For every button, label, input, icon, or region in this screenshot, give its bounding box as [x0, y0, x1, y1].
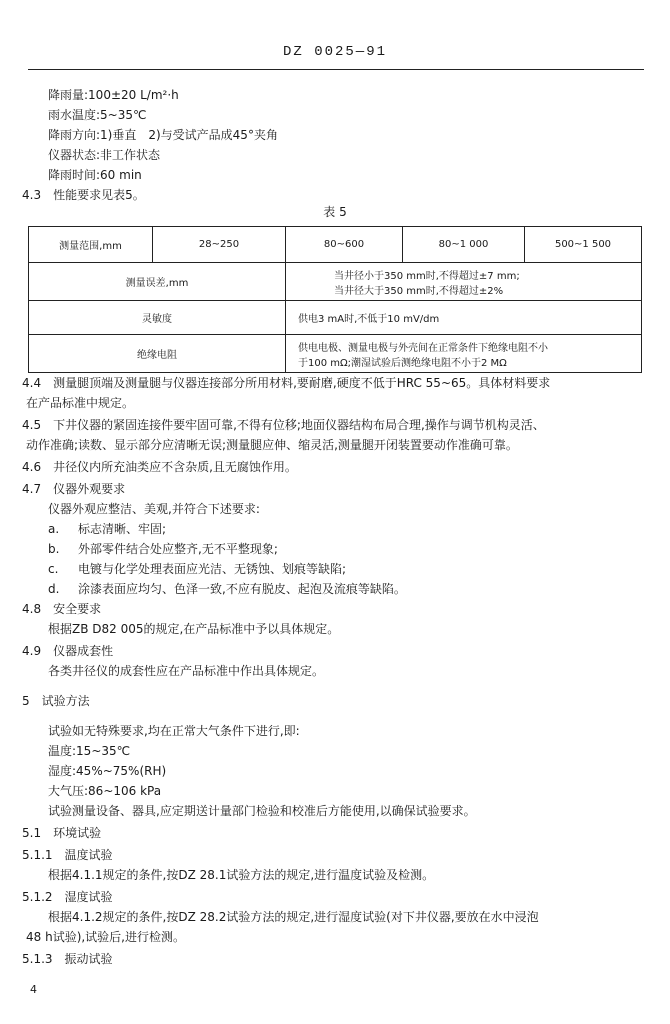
section-5-1-1-body: 根据4.1.1规定的条件,按DZ 28.1试验方法的规定,进行温度试验及检测。 [48, 868, 435, 882]
error-line: 当井径大于350 mm时,不得超过±2% [334, 285, 504, 297]
range-cell: 28~250 [153, 227, 286, 263]
list-item-d-marker: d. [48, 582, 60, 596]
section-5-1-1-title: 5.1.1 温度试验 [22, 848, 113, 862]
section-4-4-line2: 在产品标准中规定。 [26, 396, 135, 410]
table-caption: 表 5 [323, 205, 347, 219]
list-item-d: 涂漆表面应均匀、色泽一致,不应有脱皮、起泡及流痕等缺陷。 [78, 582, 406, 596]
section-4-9-body: 各类井径仪的成套性应在产品标准中作出具体规定。 [48, 664, 325, 678]
condition-temperature: 温度:15~35℃ [48, 744, 131, 758]
section-5-1-2-body-line2: 48 h试验),试验后,进行检测。 [26, 930, 186, 944]
section-5-1-2-body-line1: 根据4.1.2规定的条件,按DZ 28.2试验方法的规定,进行湿度试验(对下井仪器,要放在水中浸泡 [48, 910, 539, 924]
section-5-intro: 试验如无特殊要求,均在正常大气条件下进行,即: [48, 724, 300, 738]
section-4-8-body: 根据ZB D82 005的规定,在产品标准中予以具体规定。 [48, 622, 340, 636]
document-number: DZ 0025—91 [282, 44, 387, 60]
range-label: 测量范围,mm [29, 227, 153, 263]
section-5-note: 试验测量设备、器具,应定期送计量部门检验和校准后方能使用,以确保试验要求。 [48, 804, 476, 818]
section-4-5-line2: 动作准确;读数、显示部分应清晰无误;测量腿应伸、缩灵活,测量腿开闭装置要动作准确可靠。 [26, 438, 518, 452]
insulation-line: 供电电极、测量电极与外壳间在正常条件下绝缘电阻不小 [298, 342, 548, 354]
section-5-1-title: 5.1 环境试验 [22, 826, 102, 840]
insulation-line: 于100 mΩ;潮湿试验后测绝缘电阻不小于2 MΩ [298, 357, 507, 369]
list-item-c-marker: c. [48, 562, 59, 576]
section-4-8-title: 4.8 安全要求 [22, 602, 102, 616]
header-rule [28, 69, 644, 70]
condition-humidity: 湿度:45%~75%(RH) [48, 764, 167, 778]
rain-duration: 降雨时间:60 min [48, 168, 142, 182]
section-5-1-2-title: 5.1.2 湿度试验 [22, 890, 113, 904]
section-4-7-intro: 仪器外观应整洁、美观,并符合下述要求: [48, 502, 260, 516]
rain-direction: 降雨方向:1)垂直 2)与受试产品成45°夹角 [48, 128, 278, 142]
sensitivity-label: 灵敏度 [29, 301, 286, 335]
list-item-b: 外部零件结合处应整齐,无不平整现象; [78, 542, 278, 556]
section-4-6: 4.6 井径仪内所充油类应不含杂质,且无腐蚀作用。 [22, 460, 297, 474]
rain-amount: 降雨量:100±20 L/m²·h [48, 88, 179, 102]
page-number: 4 [30, 983, 37, 996]
section-4-5-line1: 4.5 下井仪器的紧固连接件要牢固可靠,不得有位移;地面仪器结构布局合理,操作与调节机构灵活、 [22, 418, 545, 432]
section-5-1-3-title: 5.1.3 振动试验 [22, 952, 113, 966]
error-line: 当井径小于350 mm时,不得超过±7 mm; [334, 270, 520, 282]
condition-pressure: 大气压:86~106 kPa [48, 784, 162, 798]
list-item-a-marker: a. [48, 522, 60, 536]
section-4-4-line1: 4.4 测量腿顶端及测量腿与仪器连接部分所用材料,要耐磨,硬度不低于HRC 55~65。具体材料要求 [22, 376, 551, 390]
list-item-a: 标志清晰、牢固; [78, 522, 167, 536]
instrument-state: 仪器状态:非工作状态 [48, 148, 161, 162]
insulation-label: 绝缘电阻 [29, 335, 286, 373]
range-cell: 80~1 000 [403, 227, 525, 263]
section-5-title: 5 试验方法 [22, 694, 90, 708]
section-4-9-title: 4.9 仪器成套性 [22, 644, 114, 658]
list-item-b-marker: b. [48, 542, 60, 556]
error-label: 测量误差,mm [29, 263, 286, 301]
section-4-3: 4.3 性能要求见表5。 [22, 188, 145, 202]
section-4-7-title: 4.7 仪器外观要求 [22, 482, 126, 496]
range-cell: 500~1 500 [525, 227, 642, 263]
list-item-c: 电镀与化学处理表面应光洁、无锈蚀、划痕等缺陷; [78, 562, 347, 576]
sensitivity-value: 供电3 mA时,不低于10 mV/dm [286, 301, 642, 335]
performance-table [28, 226, 642, 373]
range-cell: 80~600 [286, 227, 403, 263]
rain-temperature: 雨水温度:5~35℃ [48, 108, 147, 122]
